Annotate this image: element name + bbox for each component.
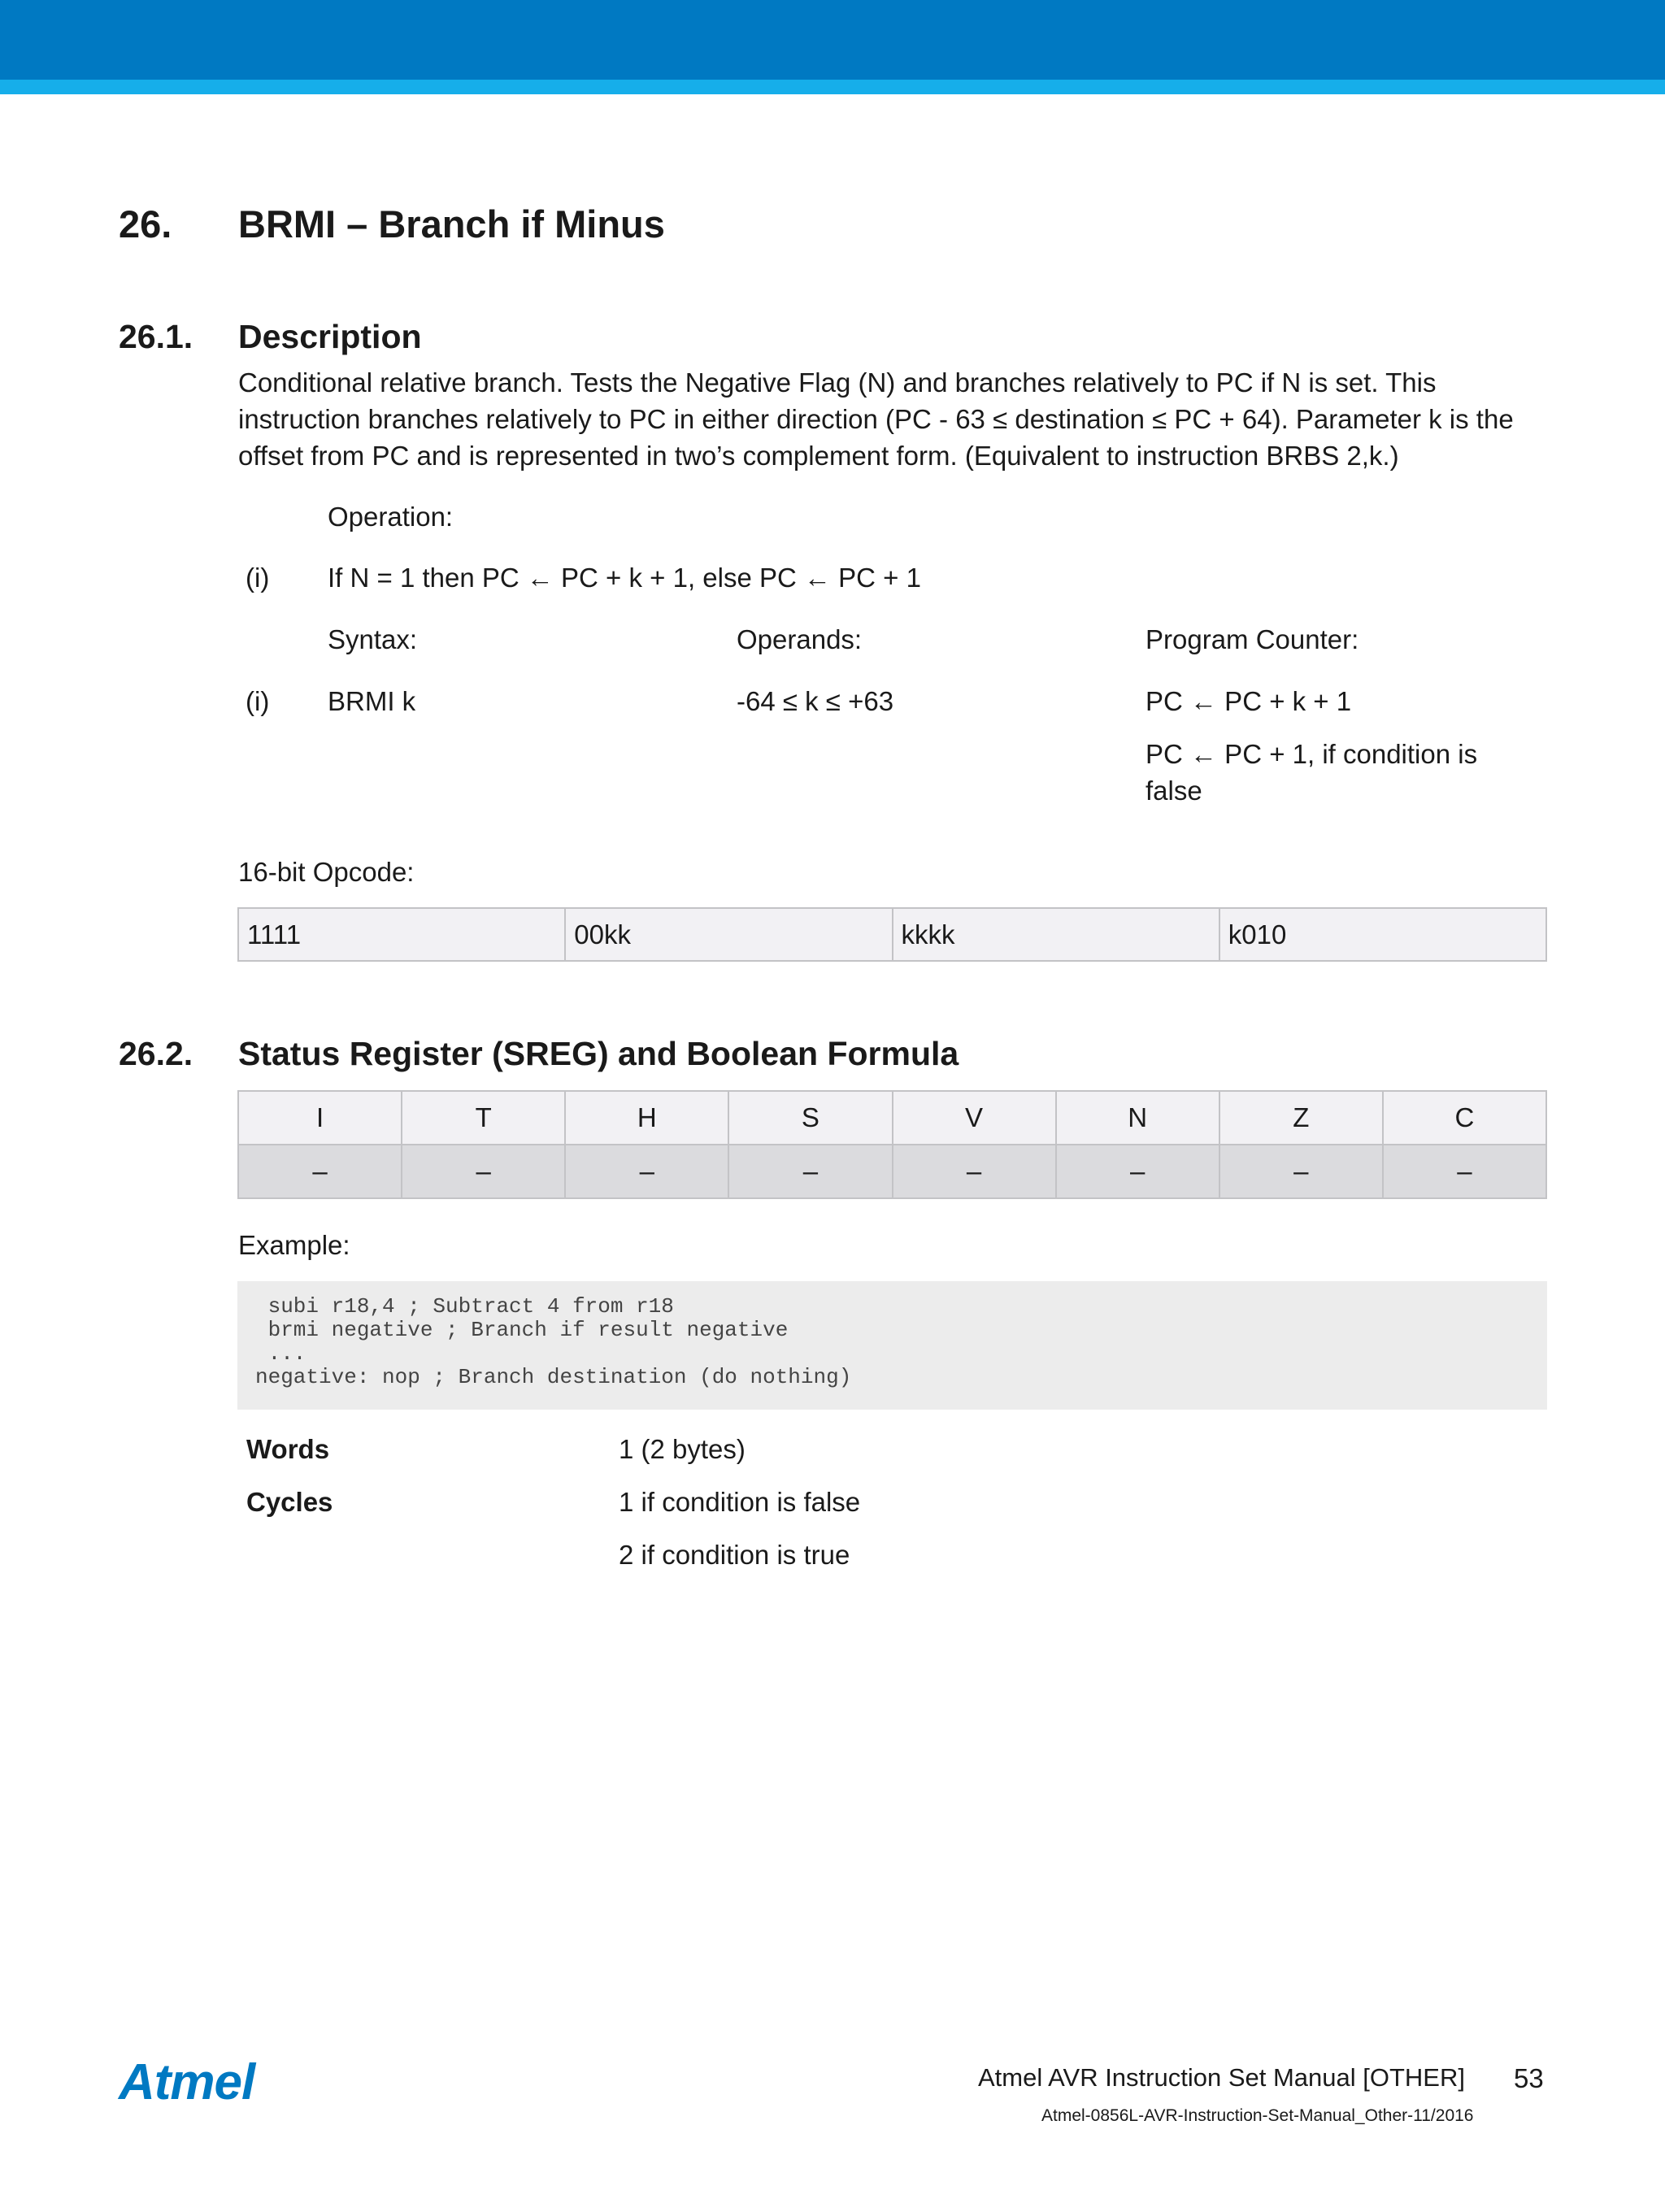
sreg-flag-value: –: [1383, 1145, 1546, 1198]
cycles-value-false: 1 if condition is false: [619, 1487, 861, 1517]
sreg-flag-header: N: [1056, 1091, 1219, 1145]
header-stripe: [0, 80, 1665, 94]
sreg-flag-header: V: [893, 1091, 1056, 1145]
operands-value: -64 ≤ k ≤ +63: [737, 686, 894, 716]
sreg-flag-value: –: [728, 1145, 892, 1198]
opcode-cell: kkkk: [893, 908, 1219, 961]
atmel-logo: Atmel: [119, 2054, 255, 2110]
program-counter-line1: PC ← PC + k + 1: [1146, 686, 1352, 716]
sreg-flag-header: I: [238, 1091, 402, 1145]
sreg-flag-value: –: [1219, 1145, 1383, 1198]
sreg-flag-header: H: [565, 1091, 728, 1145]
footer-title: Atmel AVR Instruction Set Manual [OTHER]: [978, 2063, 1465, 2092]
program-counter-label: Program Counter:: [1146, 624, 1359, 654]
sreg-flag-value: –: [402, 1145, 565, 1198]
subsection-number-sreg: 26.2.: [119, 1035, 193, 1072]
sreg-flag-header: S: [728, 1091, 892, 1145]
description-text: Conditional relative branch. Tests the Negative Flag (N) and branches relatively to PC if N is set. This instruction branches relatively to PC in either direction (PC - 63 ≤ destination ≤ PC + 64). Parameter k is the offset from PC and is represented in two’s complement form. (Equivalent to instruction BRBS 2,k.): [238, 367, 1514, 471]
example-label: Example:: [238, 1230, 350, 1260]
opcode-cell: 1111: [238, 908, 565, 961]
sreg-flag-value: –: [1056, 1145, 1219, 1198]
footer-doc-id: Atmel-0856L-AVR-Instruction-Set-Manual_Other-11/2016: [1041, 2106, 1474, 2125]
sreg-flag-value: –: [238, 1145, 402, 1198]
subsection-number-description: 26.1.: [119, 318, 193, 355]
page-number: 53: [1514, 2063, 1544, 2093]
cycles-value-true: 2 if condition is true: [619, 1540, 850, 1570]
operands-label: Operands:: [737, 624, 863, 654]
code-block: [237, 1281, 1547, 1410]
header-bar: [0, 0, 1665, 80]
sreg-flag-header: C: [1383, 1091, 1546, 1145]
cycles-label: Cycles: [246, 1487, 333, 1517]
syntax-value: BRMI k: [328, 686, 416, 716]
subsection-heading-description: Description: [238, 318, 422, 355]
syntax-label: Syntax:: [328, 624, 418, 654]
operation-index: (i): [246, 563, 270, 593]
sreg-flag-header: T: [402, 1091, 565, 1145]
opcode-cell: k010: [1219, 908, 1546, 961]
words-label: Words: [246, 1434, 330, 1464]
sreg-flag-value: –: [565, 1145, 728, 1198]
operation-text: If N = 1 then PC ← PC + k + 1, else PC ← PC + 1: [328, 563, 921, 593]
sreg-flag-header: Z: [1219, 1091, 1383, 1145]
sreg-flag-value: –: [893, 1145, 1056, 1198]
section-number: 26.: [119, 202, 172, 246]
syntax-index: (i): [246, 686, 270, 716]
opcode-table: [237, 907, 1547, 962]
sreg-table: [237, 1090, 1547, 1199]
section-title: BRMI – Branch if Minus: [238, 202, 665, 246]
subsection-heading-sreg: Status Register (SREG) and Boolean Formula: [238, 1035, 959, 1072]
program-counter-line2: PC ← PC + 1, if condition is false: [1146, 739, 1478, 806]
operation-label: Operation:: [328, 502, 454, 532]
words-value: 1 (2 bytes): [619, 1434, 746, 1464]
code-text: subi r18,4 ; Subtract 4 from r18 brmi negative ; Branch if result negative ... negative: nop ; Branch destination (do nothing): [255, 1294, 852, 1389]
opcode-cell: 00kk: [565, 908, 892, 961]
opcode-label: 16-bit Opcode:: [238, 857, 415, 887]
